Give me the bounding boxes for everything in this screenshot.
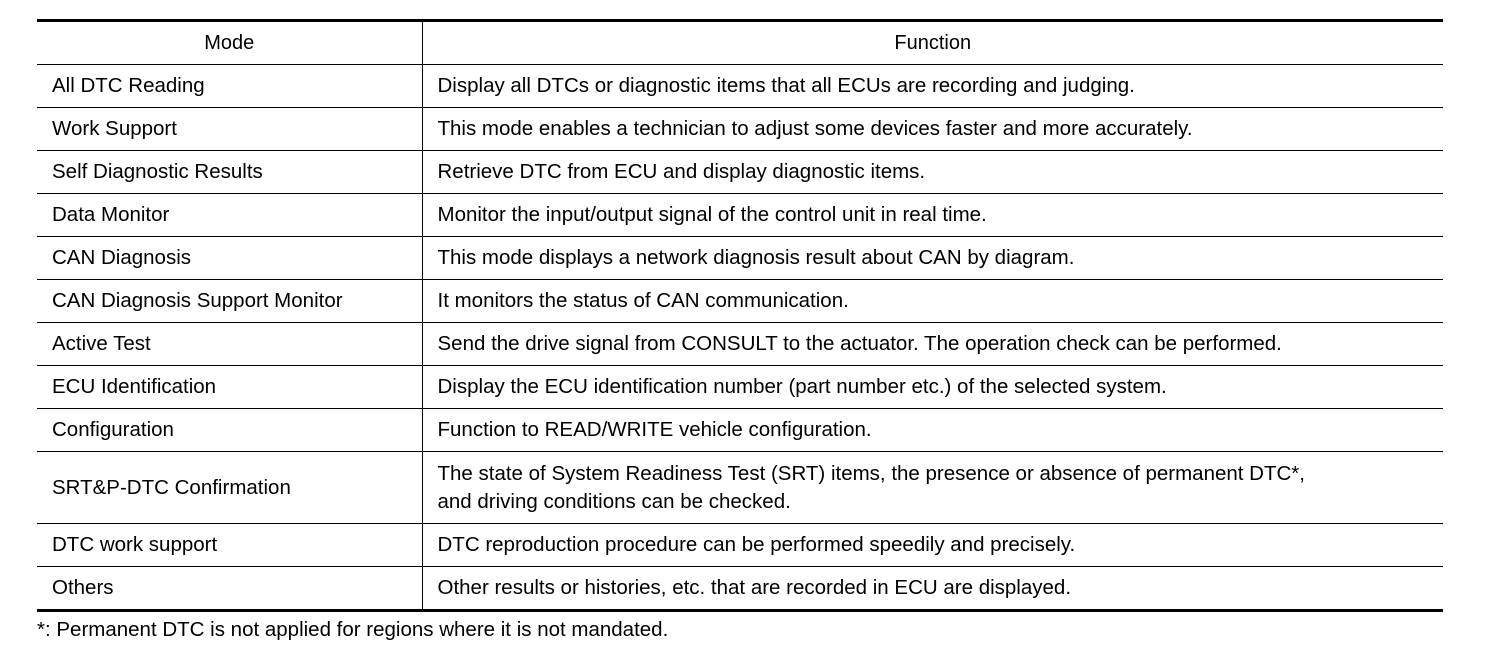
table-row (37, 524, 1443, 567)
function-line: and driving conditions can be checked. (437, 489, 791, 513)
table-row (37, 280, 1443, 323)
table-row (37, 65, 1443, 108)
footnote: *: Permanent DTC is not applied for regions where it is not mandated. (37, 618, 669, 641)
mode-cell: ECU Identification (37, 366, 422, 409)
function-cell: This mode displays a network diagnosis result about CAN by diagram. (422, 237, 1443, 280)
mode-cell: Active Test (37, 323, 422, 366)
function-cell: Retrieve DTC from ECU and display diagnostic items. (422, 151, 1443, 194)
table-row (37, 237, 1443, 280)
mode-cell: Configuration (37, 409, 422, 452)
function-cell: Send the drive signal from CONSULT to the actuator. The operation check can be performed. (422, 323, 1443, 366)
function-cell: Other results or histories, etc. that are recorded in ECU are displayed. (437, 576, 1072, 599)
table-row (37, 323, 1443, 366)
mode-cell: DTC work support (37, 524, 422, 567)
header-mode: Mode (37, 21, 422, 65)
function-line: The state of System Readiness Test (SRT) items, the presence or absence of permanent DTC*, (437, 461, 1305, 485)
document-page (37, 19, 1443, 642)
table-row (37, 409, 1443, 452)
function-cell: This mode enables a technician to adjust some devices faster and more accurately. (422, 108, 1443, 151)
table-row (37, 567, 1443, 611)
mode-cell: Others (37, 567, 422, 611)
table-row (37, 366, 1443, 409)
function-cell: It monitors the status of CAN communication. (422, 280, 1443, 323)
table-header-row (37, 21, 1443, 65)
mode-cell: All DTC Reading (37, 65, 422, 108)
mode-cell: Data Monitor (37, 194, 422, 237)
function-cell: Monitor the input/output signal of the control unit in real time. (422, 194, 1443, 237)
mode-cell: CAN Diagnosis (37, 237, 422, 280)
mode-cell: CAN Diagnosis Support Monitor (37, 280, 422, 323)
function-cell (422, 452, 1443, 524)
function-cell: DTC reproduction procedure can be performed speedily and precisely. (422, 524, 1443, 567)
function-cell: Display all DTCs or diagnostic items that all ECUs are recording and judging. (422, 65, 1443, 108)
table-row (37, 194, 1443, 237)
mode-cell: SRT&P-DTC Confirmation (37, 452, 422, 524)
function-cell: Display the ECU identification number (part number etc.) of the selected system. (422, 366, 1443, 409)
header-function: Function (422, 21, 1443, 65)
mode-cell: Work Support (37, 108, 422, 151)
mode-cell: Self Diagnostic Results (37, 151, 422, 194)
table-row (37, 452, 1443, 524)
table-row (37, 151, 1443, 194)
function-cell: Function to READ/WRITE vehicle configuration. (422, 409, 1443, 452)
table-row (37, 108, 1443, 151)
mode-function-table (37, 19, 1443, 612)
